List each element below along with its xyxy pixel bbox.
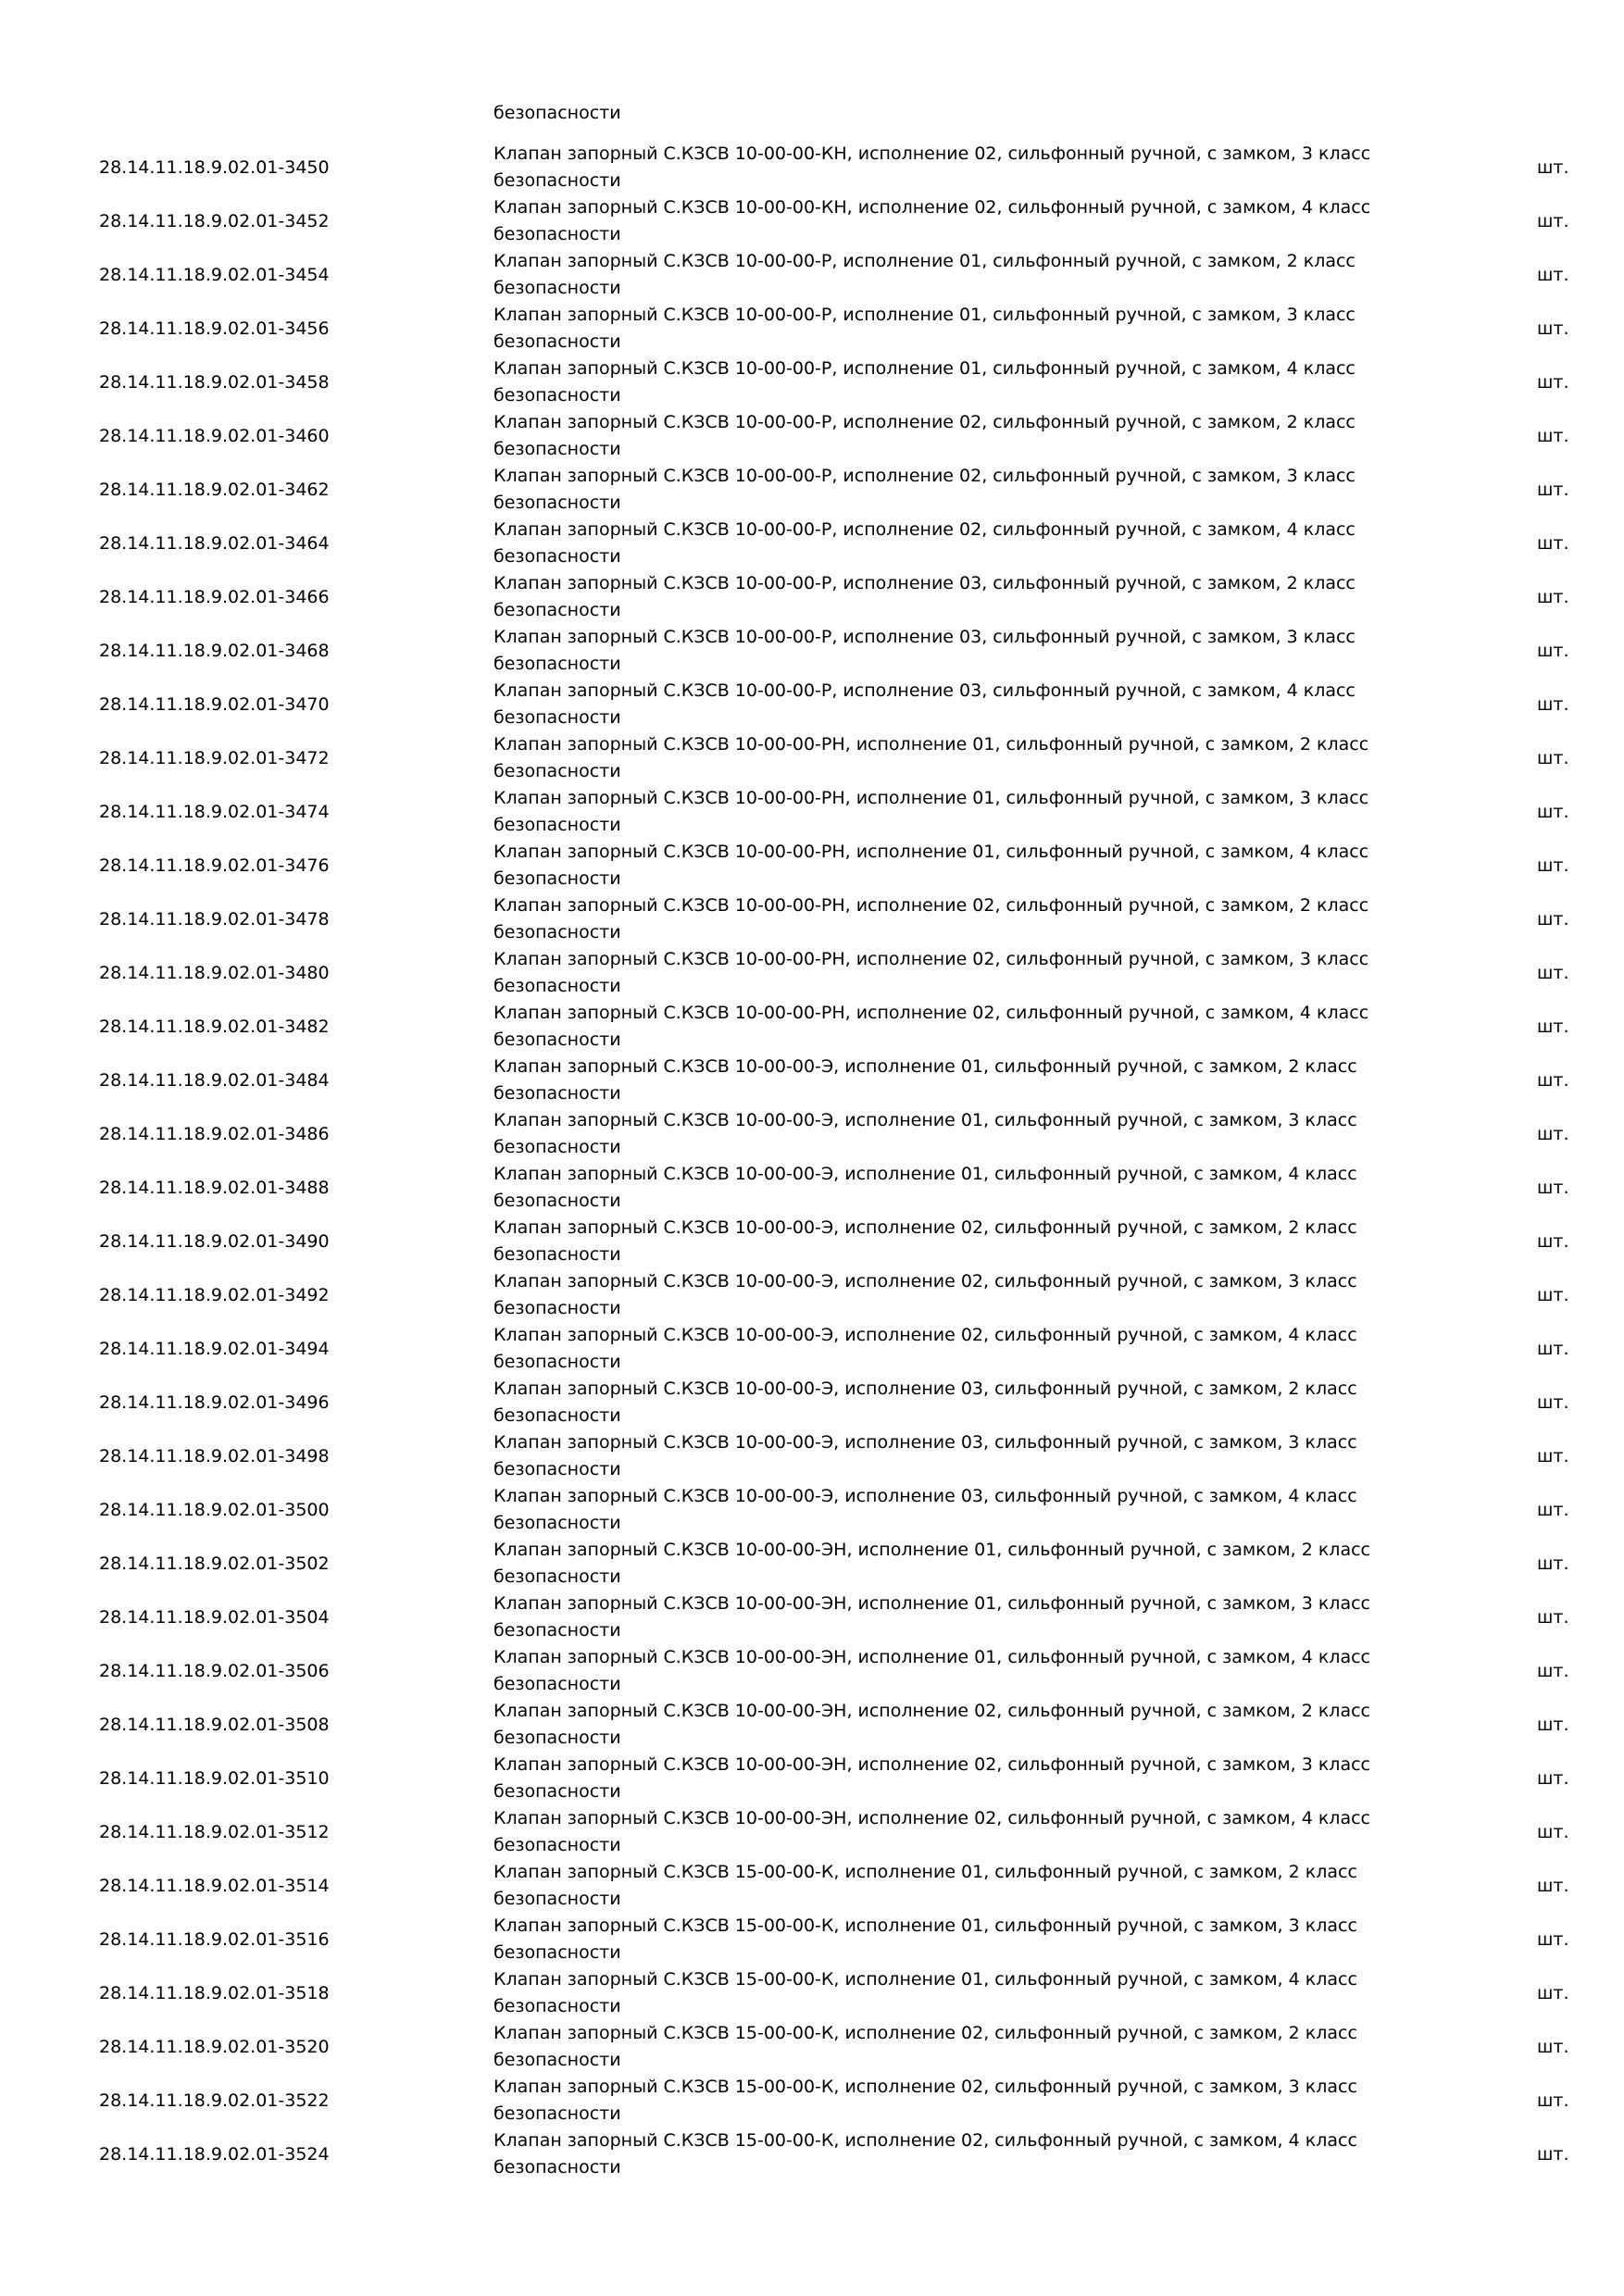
item-description-line1: Клапан запорный С.КЗСВ 10-00-00-ЭН, исполнение 01, сильфонный ручной, с замком, 3 класс [493,1593,1370,1614]
item-description-line1: Клапан запорный С.КЗСВ 10-00-00-Э, исполнение 02, сильфонный ручной, с замком, 3 класс [493,1271,1357,1292]
item-description [493,946,1419,1000]
item-code: 28.14.11.18.9.02.01-3460 [99,426,330,446]
item-unit: шт. [1537,909,1569,930]
item-code: 28.14.11.18.9.02.01-3494 [99,1339,330,1359]
item-description-line2: безопасности [493,170,621,191]
item-unit: шт. [1537,2144,1569,2165]
item-code: 28.14.11.18.9.02.01-3464 [99,533,330,554]
item-table [0,141,1624,2181]
item-code: 28.14.11.18.9.02.01-3516 [99,1929,330,1950]
item-description-line1: Клапан запорный С.КЗСВ 10-00-00-Р, исполнение 02, сильфонный ручной, с замком, 3 класс [493,466,1355,486]
item-unit: шт. [1537,641,1569,661]
item-description-line2: безопасности [493,224,621,244]
item-description [493,2074,1419,2128]
item-description-line1: Клапан запорный С.КЗСВ 10-00-00-ЭН, исполнение 02, сильфонный ручной, с замком, 3 класс [493,1754,1370,1775]
carry-over-text: безопасности [493,103,621,123]
item-unit: шт. [1537,1554,1569,1574]
table-row [0,302,1624,356]
item-description-line2: безопасности [493,1029,621,1050]
table-row [0,517,1624,570]
item-description-line2: безопасности [493,2103,621,2124]
item-description-line2: безопасности [493,1620,621,1641]
item-description-line1: Клапан запорный С.КЗСВ 10-00-00-Э, исполнение 01, сильфонный ручной, с замком, 4 класс [493,1164,1357,1184]
item-unit: шт. [1537,1017,1569,1037]
item-unit: шт. [1537,1661,1569,1681]
table-row [0,409,1624,463]
item-description-line2: безопасности [493,1996,621,2016]
item-description-line1: Клапан запорный С.КЗСВ 10-00-00-КН, исполнение 02, сильфонный ручной, с замком, 3 класс [493,144,1371,164]
item-description [493,2020,1419,2074]
item-code: 28.14.11.18.9.02.01-3520 [99,2037,330,2057]
table-row [0,839,1624,892]
item-description [493,678,1419,731]
item-code: 28.14.11.18.9.02.01-3496 [99,1392,330,1413]
item-description-line1: Клапан запорный С.КЗСВ 15-00-00-К, исполнение 01, сильфонный ручной, с замком, 4 класс [493,1969,1357,1990]
item-unit: шт. [1537,694,1569,715]
item-code: 28.14.11.18.9.02.01-3480 [99,963,330,983]
item-description-line2: безопасности [493,1083,621,1104]
item-description-line1: Клапан запорный С.КЗСВ 10-00-00-Э, исполнение 03, сильфонный ручной, с замком, 2 класс [493,1379,1357,1399]
item-unit: шт. [1537,211,1569,231]
item-description-line1: Клапан запорный С.КЗСВ 10-00-00-Р, исполнение 01, сильфонный ручной, с замком, 4 класс [493,358,1355,379]
item-unit: шт. [1537,426,1569,446]
item-unit: шт. [1537,963,1569,983]
table-row [0,1805,1624,1859]
item-code: 28.14.11.18.9.02.01-3484 [99,1070,330,1091]
item-description-line2: безопасности [493,1835,621,1855]
item-description [493,1752,1419,1805]
item-code: 28.14.11.18.9.02.01-3498 [99,1446,330,1466]
item-description [493,1966,1419,2020]
item-description-line1: Клапан запорный С.КЗСВ 10-00-00-ЭН, исполнение 01, сильфонный ручной, с замком, 2 класс [493,1540,1370,1560]
item-description [493,1483,1419,1537]
table-row [0,1859,1624,1913]
item-unit: шт. [1537,1070,1569,1091]
item-description-line1: Клапан запорный С.КЗСВ 10-00-00-РН, исполнение 01, сильфонный ручной, с замком, 2 класс [493,734,1369,755]
table-row [0,2128,1624,2181]
item-description-line2: безопасности [493,2050,621,2070]
item-description-line2: безопасности [493,1459,621,1479]
item-description-line1: Клапан запорный С.КЗСВ 15-00-00-К, исполнение 01, сильфонный ручной, с замком, 2 класс [493,1862,1357,1882]
item-description-line2: безопасности [493,868,621,889]
item-description-line1: Клапан запорный С.КЗСВ 10-00-00-РН, исполнение 02, сильфонный ручной, с замком, 4 класс [493,1003,1369,1023]
table-row [0,141,1624,194]
item-description [493,1537,1419,1591]
item-description [493,570,1419,624]
item-description-line2: безопасности [493,1728,621,1748]
table-row [0,1054,1624,1107]
item-unit: шт. [1537,1983,1569,2003]
table-row [0,463,1624,517]
item-code: 28.14.11.18.9.02.01-3474 [99,802,330,822]
item-description-line1: Клапан запорный С.КЗСВ 10-00-00-Э, исполнение 03, сильфонный ручной, с замком, 3 класс [493,1432,1357,1453]
item-description-line1: Клапан запорный С.КЗСВ 10-00-00-Р, исполнение 03, сильфонный ручной, с замком, 4 класс [493,680,1355,701]
item-unit: шт. [1537,2090,1569,2111]
item-description-line2: безопасности [493,1566,621,1587]
table-row [0,1698,1624,1752]
item-description-line1: Клапан запорный С.КЗСВ 15-00-00-К, исполнение 01, сильфонный ручной, с замком, 3 класс [493,1915,1357,1936]
table-row [0,731,1624,785]
item-description-line1: Клапан запорный С.КЗСВ 10-00-00-РН, исполнение 01, сильфонный ручной, с замком, 3 класс [493,788,1369,808]
item-description [493,302,1419,356]
item-description [493,1859,1419,1913]
item-code: 28.14.11.18.9.02.01-3478 [99,909,330,930]
item-description [493,892,1419,946]
item-description [493,248,1419,302]
item-description-line1: Клапан запорный С.КЗСВ 10-00-00-Р, исполнение 03, сильфонный ручной, с замком, 3 класс [493,627,1355,647]
item-description-line1: Клапан запорный С.КЗСВ 10-00-00-Э, исполнение 01, сильфонный ручной, с замком, 2 класс [493,1056,1357,1077]
item-description-line1: Клапан запорный С.КЗСВ 15-00-00-К, исполнение 02, сильфонный ручной, с замком, 3 класс [493,2077,1357,2097]
table-row [0,1966,1624,2020]
item-description [493,1698,1419,1752]
item-code: 28.14.11.18.9.02.01-3490 [99,1231,330,1252]
item-description-line2: безопасности [493,385,621,406]
item-description-line1: Клапан запорный С.КЗСВ 10-00-00-Э, исполнение 01, сильфонный ручной, с замком, 3 класс [493,1110,1357,1130]
table-row [0,1268,1624,1322]
item-code: 28.14.11.18.9.02.01-3512 [99,1822,330,1842]
item-description-line1: Клапан запорный С.КЗСВ 10-00-00-ЭН, исполнение 02, сильфонный ручной, с замком, 4 класс [493,1808,1370,1828]
item-description-line2: безопасности [493,439,621,459]
table-row [0,1644,1624,1698]
table-row [0,1591,1624,1644]
item-description-line1: Клапан запорный С.КЗСВ 10-00-00-Р, исполнение 01, сильфонный ручной, с замком, 2 класс [493,251,1355,271]
item-unit: шт. [1537,1339,1569,1359]
item-description [493,1644,1419,1698]
table-row [0,2020,1624,2074]
item-unit: шт. [1537,1929,1569,1950]
item-description-line1: Клапан запорный С.КЗСВ 10-00-00-Р, исполнение 03, сильфонный ручной, с замком, 2 класс [493,573,1355,593]
item-code: 28.14.11.18.9.02.01-3510 [99,1768,330,1789]
item-description-line2: безопасности [493,976,621,996]
item-unit: шт. [1537,480,1569,500]
item-unit: шт. [1537,855,1569,876]
table-row [0,624,1624,678]
table-row [0,1215,1624,1268]
table-row [0,1483,1624,1537]
item-description-line2: безопасности [493,1513,621,1533]
item-description [493,1429,1419,1483]
table-row [0,946,1624,1000]
item-unit: шт. [1537,1607,1569,1628]
item-description-line2: безопасности [493,922,621,942]
item-description-line1: Клапан запорный С.КЗСВ 15-00-00-К, исполнение 02, сильфонный ручной, с замком, 4 класс [493,2130,1357,2151]
item-unit: шт. [1537,157,1569,178]
item-description-line2: безопасности [493,1352,621,1372]
item-description-line1: Клапан запорный С.КЗСВ 10-00-00-ЭН, исполнение 01, сильфонный ручной, с замком, 4 класс [493,1647,1370,1667]
table-row [0,678,1624,731]
item-code: 28.14.11.18.9.02.01-3502 [99,1554,330,1574]
item-description [493,1591,1419,1644]
item-description-line2: безопасности [493,2157,621,2177]
item-description-line2: безопасности [493,1781,621,1802]
item-description [493,517,1419,570]
item-description [493,2128,1419,2181]
item-description-line2: безопасности [493,654,621,674]
item-unit: шт. [1537,1231,1569,1252]
item-code: 28.14.11.18.9.02.01-3522 [99,2090,330,2111]
item-description-line1: Клапан запорный С.КЗСВ 10-00-00-РН, исполнение 02, сильфонный ручной, с замком, 2 класс [493,895,1369,916]
item-unit: шт. [1537,748,1569,768]
item-description [493,194,1419,248]
item-description-line1: Клапан запорный С.КЗСВ 10-00-00-РН, исполнение 02, сильфонный ручной, с замком, 3 класс [493,949,1369,969]
item-description-line2: безопасности [493,1137,621,1157]
item-unit: шт. [1537,2037,1569,2057]
item-unit: шт. [1537,318,1569,339]
item-description [493,839,1419,892]
item-unit: шт. [1537,1446,1569,1466]
item-code: 28.14.11.18.9.02.01-3482 [99,1017,330,1037]
item-code: 28.14.11.18.9.02.01-3488 [99,1178,330,1198]
item-description-line1: Клапан запорный С.КЗСВ 10-00-00-Э, исполнение 03, сильфонный ручной, с замком, 4 класс [493,1486,1357,1506]
table-row [0,1000,1624,1054]
item-code: 28.14.11.18.9.02.01-3472 [99,748,330,768]
item-code: 28.14.11.18.9.02.01-3466 [99,587,330,607]
item-description-line1: Клапан запорный С.КЗСВ 10-00-00-КН, исполнение 02, сильфонный ручной, с замком, 4 класс [493,197,1371,218]
item-description-line2: безопасности [493,1674,621,1694]
item-code: 28.14.11.18.9.02.01-3492 [99,1285,330,1305]
item-description [493,1161,1419,1215]
table-row [0,1537,1624,1591]
table-row [0,570,1624,624]
table-row [0,892,1624,946]
item-unit: шт. [1537,587,1569,607]
item-unit: шт. [1537,1500,1569,1520]
item-code: 28.14.11.18.9.02.01-3458 [99,372,330,393]
item-description [493,1913,1419,1966]
table-row [0,1913,1624,1966]
item-code: 28.14.11.18.9.02.01-3524 [99,2144,330,2165]
item-description-line1: Клапан запорный С.КЗСВ 10-00-00-ЭН, исполнение 02, сильфонный ручной, с замком, 2 класс [493,1701,1370,1721]
item-code: 28.14.11.18.9.02.01-3504 [99,1607,330,1628]
table-row [0,248,1624,302]
item-description-line2: безопасности [493,1244,621,1265]
item-description-line2: безопасности [493,815,621,835]
item-unit: шт. [1537,1178,1569,1198]
item-unit: шт. [1537,1285,1569,1305]
item-unit: шт. [1537,533,1569,554]
item-description [493,356,1419,409]
item-description-line1: Клапан запорный С.КЗСВ 10-00-00-РН, исполнение 01, сильфонный ручной, с замком, 4 класс [493,842,1369,862]
item-description [493,463,1419,517]
item-description-line2: безопасности [493,1405,621,1426]
item-unit: шт. [1537,372,1569,393]
item-description [493,785,1419,839]
item-code: 28.14.11.18.9.02.01-3500 [99,1500,330,1520]
item-unit: шт. [1537,1715,1569,1735]
item-description [493,409,1419,463]
item-code: 28.14.11.18.9.02.01-3468 [99,641,330,661]
item-description-line2: безопасности [493,546,621,567]
item-code: 28.14.11.18.9.02.01-3514 [99,1876,330,1896]
item-description-line2: безопасности [493,600,621,620]
item-description [493,1376,1419,1429]
table-row [0,194,1624,248]
item-code: 28.14.11.18.9.02.01-3506 [99,1661,330,1681]
table-row [0,1322,1624,1376]
item-unit: шт. [1537,1822,1569,1842]
table-row [0,1376,1624,1429]
item-description-line2: безопасности [493,331,621,352]
item-description-line1: Клапан запорный С.КЗСВ 10-00-00-Э, исполнение 02, сильфонный ручной, с замком, 2 класс [493,1217,1357,1238]
item-description [493,624,1419,678]
item-code: 28.14.11.18.9.02.01-3508 [99,1715,330,1735]
table-row [0,1752,1624,1805]
item-description-line1: Клапан запорный С.КЗСВ 10-00-00-Э, исполнение 02, сильфонный ручной, с замком, 4 класс [493,1325,1357,1345]
item-code: 28.14.11.18.9.02.01-3470 [99,694,330,715]
table-row [0,1107,1624,1161]
item-code: 28.14.11.18.9.02.01-3486 [99,1124,330,1144]
item-description-line1: Клапан запорный С.КЗСВ 10-00-00-Р, исполнение 02, сильфонный ручной, с замком, 2 класс [493,412,1355,432]
table-row [0,785,1624,839]
item-code: 28.14.11.18.9.02.01-3454 [99,265,330,285]
item-description [493,1805,1419,1859]
item-code: 28.14.11.18.9.02.01-3476 [99,855,330,876]
item-description-line2: безопасности [493,278,621,298]
item-code: 28.14.11.18.9.02.01-3452 [99,211,330,231]
item-description-line2: безопасности [493,1889,621,1909]
item-description [493,1322,1419,1376]
item-description-line2: безопасности [493,1298,621,1318]
item-description [493,1054,1419,1107]
item-unit: шт. [1537,1876,1569,1896]
item-description [493,1000,1419,1054]
item-description-line1: Клапан запорный С.КЗСВ 10-00-00-Р, исполнение 02, сильфонный ручной, с замком, 4 класс [493,519,1355,540]
item-unit: шт. [1537,1768,1569,1789]
item-description-line2: безопасности [493,493,621,513]
item-code: 28.14.11.18.9.02.01-3450 [99,157,330,178]
item-unit: шт. [1537,802,1569,822]
item-description [493,731,1419,785]
item-code: 28.14.11.18.9.02.01-3456 [99,318,330,339]
item-description-line2: безопасности [493,1942,621,1963]
table-row [0,356,1624,409]
item-description-line1: Клапан запорный С.КЗСВ 10-00-00-Р, исполнение 01, сильфонный ручной, с замком, 3 класс [493,305,1355,325]
table-row [0,1429,1624,1483]
item-code: 28.14.11.18.9.02.01-3462 [99,480,330,500]
item-unit: шт. [1537,1124,1569,1144]
item-description-line2: безопасности [493,707,621,728]
item-unit: шт. [1537,265,1569,285]
item-unit: шт. [1537,1392,1569,1413]
item-code: 28.14.11.18.9.02.01-3518 [99,1983,330,2003]
table-row [0,2074,1624,2128]
item-description [493,141,1419,194]
item-description [493,1268,1419,1322]
item-description-line2: безопасности [493,761,621,781]
item-description [493,1215,1419,1268]
item-description-line2: безопасности [493,1191,621,1211]
table-row [0,1161,1624,1215]
item-description-line1: Клапан запорный С.КЗСВ 15-00-00-К, исполнение 02, сильфонный ручной, с замком, 2 класс [493,2023,1357,2043]
item-description [493,1107,1419,1161]
